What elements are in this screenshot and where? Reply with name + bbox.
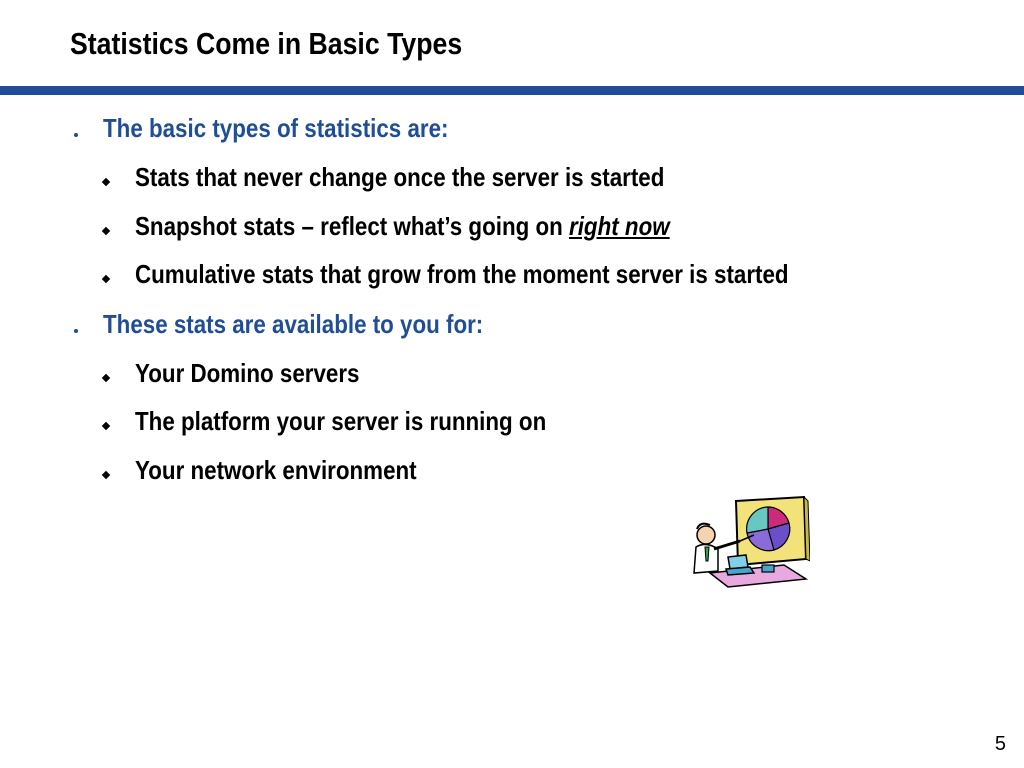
bullet-level2: The platform your server is running on [135,406,547,436]
bullet-level1: These stats are available to you for: [103,309,484,339]
bullet-diamond [102,374,110,382]
bullet-text: Snapshot stats – reflect what’s going on [135,211,570,241]
bullet-diamond [102,422,110,430]
bullet-diamond [102,227,110,235]
bullet-level2 [135,211,670,242]
bullet-level2: Stats that never change once the server is started [135,162,665,192]
bullet-dot [74,133,78,137]
bullet-dot [74,329,78,333]
bullet-level2: Your Domino servers [135,358,360,388]
emphasis-text: right now [569,211,670,241]
bullet-level2: Cumulative stats that grow from the moment server is started [135,259,789,289]
slide-title: Statistics Come in Basic Types [70,26,463,61]
title-divider [0,86,1024,95]
bullet-diamond [102,178,110,186]
presenter-with-pie-chart-icon [688,495,810,589]
bullet-diamond [102,471,110,479]
bullet-diamond [102,275,110,283]
page-number: 5 [994,733,1006,755]
bullet-level2: Your network environment [135,455,417,485]
bullet-level1: The basic types of statistics are: [103,113,449,143]
